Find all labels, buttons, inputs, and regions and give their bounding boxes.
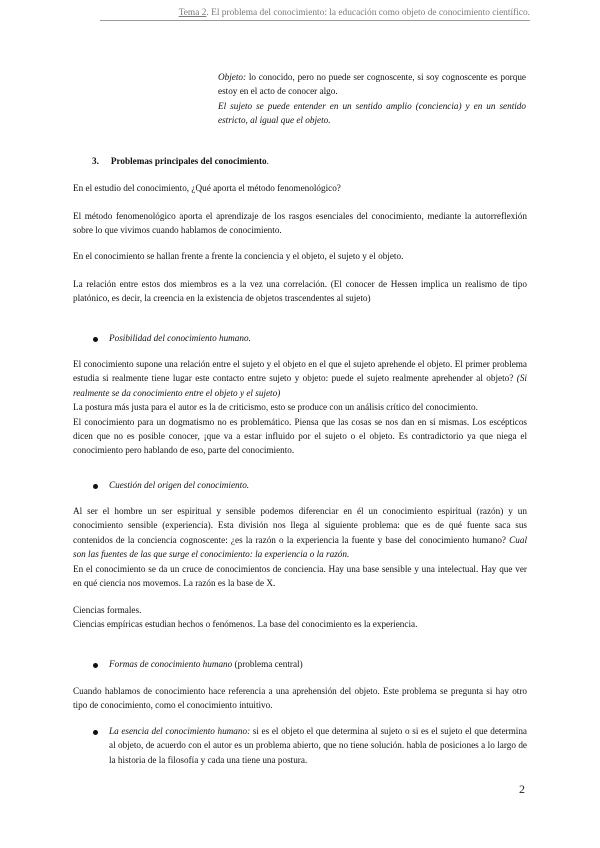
page-header [110,6,530,20]
paragraph-method: El método fenomenológico aporta el aprendizaje de los rasgos esenciales del conocimiento, mediante la autorreflexión sobre lo que vivimos cuando hablamos de conocimiento. [73,211,527,236]
paragraph-origen [73,504,527,590]
paragraph-posibilidad [73,357,527,458]
dogmatismo-text: El conocimiento para un dogmatismo no es problemático. Piensa que las cosas se nos dan en sí mismas. Los escépticos dicen que no es posible conocer, ¡que va a estar influido por el sujeto o el objeto. Es contradictorio ya que niega el conocimiento pero hablando de eso, parte del conocimiento. [73,416,527,456]
ciencias-empiricas: Ciencias empíricas estudian hechos o fenómenos. La base del conocimiento es la experiencia. [73,619,418,629]
sujeto-note: El sujeto se puede entender en un sentido amplio (conciencia) y en un sentido estricto, al igual que el objeto. [218,101,526,126]
section-heading [92,154,512,168]
bullet-dot [93,337,98,342]
bullet-dot [93,663,98,668]
section-title: Problemas principales del conocimiento [110,156,267,166]
bullet-dot [93,730,98,735]
bullet-origen-title: Cuestión del origen del conocimiento. [109,480,250,490]
paragraph-frente: En el conocimiento se hallan frente a frente la conciencia y el objeto, el sujeto y el objeto. [73,251,404,261]
bullet-formas-title [109,657,509,671]
paragraph-correlacion: La relación entre estos dos miembros es a la vez una correlación. (El conocer de Hessen implica un realismo de tipo platónico, es decir, la creencia en la existencia de objetos trascendentes al sujeto) [73,279,527,304]
origen-italic: Cual son las fuentes de las que surge el conocimiento: la experiencia o la razón. [73,534,527,560]
bullet-posibilidad-title: Posibilidad del conocimiento humano. [109,333,251,343]
formas-title: Formas de conocimiento humano [109,659,233,669]
header-topic-link[interactable]: Tema 2 [178,8,207,18]
header-title: . El problema del conocimiento: la educación como objeto de conocimiento científico. [206,8,530,18]
formas-suffix: (problema central) [232,659,303,669]
objeto-label: Objeto: [218,72,247,82]
objeto-text: lo conocido, pero no puede ser cognoscente, si soy cognoscente es porque estoy en el acto de conocer algo. [218,72,526,97]
criticismo-line: La postura más justa para el autor es la de criticismo, esto se produce con un análisis crítico del conocimiento. [73,402,478,413]
esencia-text: si es el objeto el que determina al sujeto o si es el sujeto el que determina al objeto, de acuerdo con el autor es un problema abierto, que no tiene solución. habla de posiciones a lo largo de la historia de la filosofía y cada una tiene una postura. [109,726,527,765]
paragraph-question: En el estudio del conocimiento, ¿Qué aporta el método fenomenológico? [73,183,341,193]
cruce-text: En el conocimiento se da un cruce de conocimientos de conciencia. Hay una base sensible y una intelectual. Hay que ver en qué ciencia nos movemos. La razón es la base de X. [73,563,527,589]
paragraph-esencia [109,724,527,767]
posibilidad-italic: (Si realmente se da conocimiento entre el objeto y el sujeto) [73,373,527,398]
bullet-dot [93,484,98,489]
origen-text: Al ser el hombre un ser espiritual y sensible podemos diferenciar en él un conocimiento espiritual (razón) y un conocimiento sensible (experiencia). Esta división nos llega al siguiente problema: que es de qué fuente saca sus contenidos de la conciencia cognoscente: ¿es la razón o la experiencia la fuente y base del conocimiento humano? [73,506,527,545]
section-number: 3. [92,156,99,166]
posibilidad-text: El conocimiento supone una relación entre el sujeto y el objeto en el que el sujeto aprehende el objeto. El primer problema estudia si realmente tiene lugar este contacto entre sujeto y objeto: puede el sujeto realmente aprehender al objeto? [73,359,527,384]
paragraph-formas: Cuando hablamos de conocimiento hace referencia a una aprehensión del objeto. Este problema se pregunta si hay otro tipo de conocimiento, como el conocimiento intuitivo. [73,686,527,711]
esencia-title: La esencia del conocimiento humano: [109,726,251,736]
section-title-end: . [266,156,269,166]
page-number: 2 [519,782,525,796]
header-divider [100,20,530,21]
objeto-definition [218,70,526,99]
ciencias-formales: Ciencias formales. [73,605,142,615]
